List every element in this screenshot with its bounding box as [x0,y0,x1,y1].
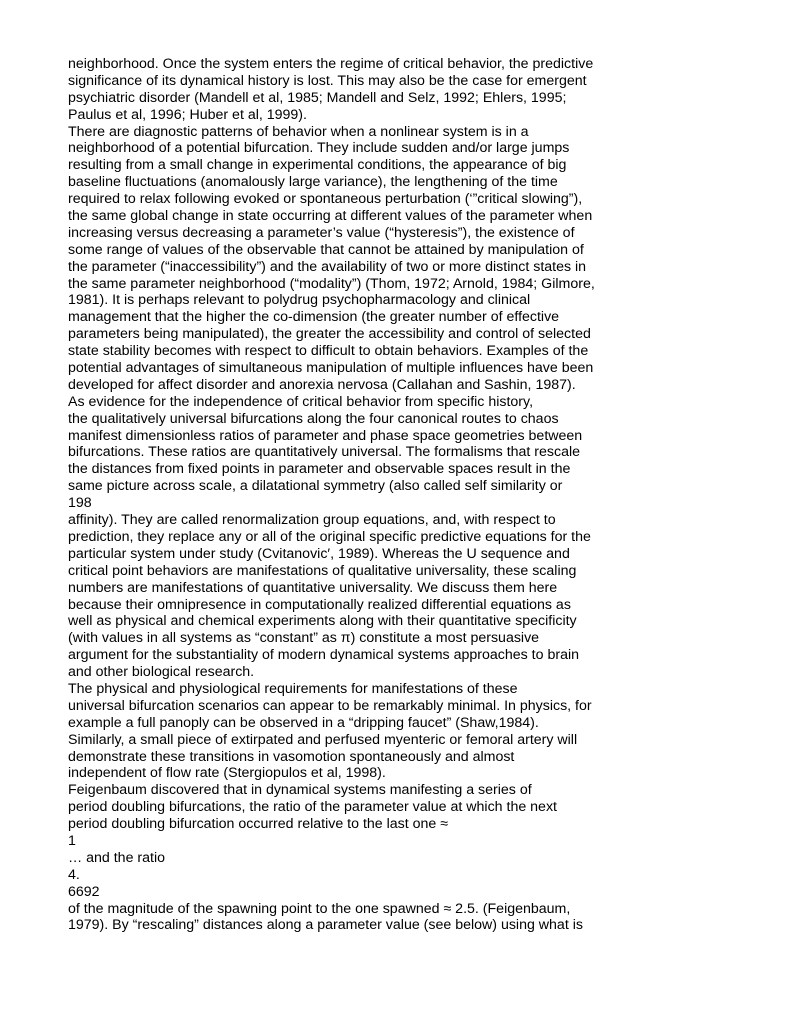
text-line: required to relax following evoked or spontaneous perturbation (‘”critical slowing”), [68,191,583,208]
text-line: 198 [68,495,92,512]
text-line: argument for the substantiality of modern dynamical systems approaches to brain [68,647,580,664]
text-line: some range of values of the observable that cannot be attained by manipulation of [68,241,584,258]
text-line: potential advantages of simultaneous manipulation of multiple influences have been [68,360,594,377]
text-line: independent of flow rate (Stergiopulos et al, 1998). [68,765,386,782]
text-line: and other biological research. [68,664,255,681]
text-line: 1981). It is perhaps relevant to polydrug psychopharmacology and clinical [68,292,531,309]
text-line: As evidence for the independence of critical behavior from specific history, [68,393,534,410]
text-line: (with values in all systems as “constant” as π) constitute a most persuasive [68,630,540,647]
text-line: 1979). By “rescaling” distances along a parameter value (see below) using what is [68,917,583,934]
text-line: critical point behaviors are manifestations of qualitative universality, these scaling [68,562,577,579]
text-line: significance of its dynamical history is lost. This may also be the case for emergent [68,72,587,89]
text-line: parameters being manipulated), the greater the accessibility and control of selected [68,326,591,343]
document-page [68,56,648,934]
text-line: management that the higher the co-dimension (the greater number of effective [68,309,560,326]
text-line: affinity). They are called renormalization group equations, and, with respect to [68,512,556,529]
text-line: the same global change in state occurring at different values of the parameter when [68,208,593,225]
text-line: demonstrate these transitions in vasomotion spontaneously and almost [68,748,515,765]
text-line: manifest dimensionless ratios of parameter and phase space geometries between [68,427,583,444]
text-line: numbers are manifestations of quantitative universality. We discuss them here [68,579,558,596]
text-line: the distances from fixed points in parameter and observable spaces result in the [68,461,571,478]
text-line: the parameter (“inaccessibility”) and the availability of two or more distinct states in [68,258,587,275]
text-line: increasing versus decreasing a parameter’s value (“hysteresis”), the existence of [68,224,575,241]
text-line: same picture across scale, a dilatational symmetry (also called self similarity or [68,478,563,495]
text-line: developed for affect disorder and anorexia nervosa (Callahan and Sashin, 1987). [68,376,576,393]
text-line: bifurcations. These ratios are quantitatively universal. The formalisms that rescale [68,444,581,461]
text-line: Paulus et al, 1996; Huber et al, 1999). [68,106,307,123]
text-line: Similarly, a small piece of extirpated and perfused myenteric or femoral artery will [68,731,578,748]
text-line: period doubling bifurcation occurred relative to the last one ≈ [68,816,449,833]
text-line: the same parameter neighborhood (“modality”) (Thom, 1972; Arnold, 1984; Gilmore, [68,275,595,292]
text-line: well as physical and chemical experiments along with their quantitative specificity [68,613,577,630]
text-line: because their omnipresence in computationally realized differential equations as [68,596,571,613]
text-line: state stability becomes with respect to difficult to obtain behaviors. Examples of the [68,343,589,360]
text-line: 4. [68,866,80,883]
text-line: neighborhood of a potential bifurcation. They include sudden and/or large jumps [68,140,570,157]
text-line: Feigenbaum discovered that in dynamical systems manifesting a series of [68,782,532,799]
text-line: 6692 [68,883,100,900]
text-line: 1 [68,832,76,849]
text-line: There are diagnostic patterns of behavior when a nonlinear system is in a [68,123,529,140]
text-line: The physical and physiological requirements for manifestations of these [68,680,518,697]
text-line: resulting from a small change in experimental conditions, the appearance of big [68,157,567,174]
text-line: period doubling bifurcations, the ratio of the parameter value at which the next [68,799,557,816]
text-line: the qualitatively universal bifurcations along the four canonical routes to chaos [68,410,559,427]
text-line: psychiatric disorder (Mandell et al, 1985; Mandell and Selz, 1992; Ehlers, 1995; [68,89,567,106]
text-line: … and the ratio [68,849,166,866]
text-line: of the magnitude of the spawning point to the one spawned ≈ 2.5. (Feigenbaum, [68,900,571,917]
text-line: prediction, they replace any or all of the original specific predictive equations for the [68,528,591,545]
text-line: neighborhood. Once the system enters the regime of critical behavior, the predictive [68,56,594,72]
text-line: universal bifurcation scenarios can appear to be remarkably minimal. In physics, for [68,697,592,714]
text-line: example a full panoply can be observed in a “dripping faucet” (Shaw,1984). [68,714,539,731]
text-line: particular system under study (Cvitanovic′, 1989). Whereas the U sequence and [68,545,570,562]
text-line: baseline fluctuations (anomalously large variance), the lengthening of the time [68,174,558,191]
